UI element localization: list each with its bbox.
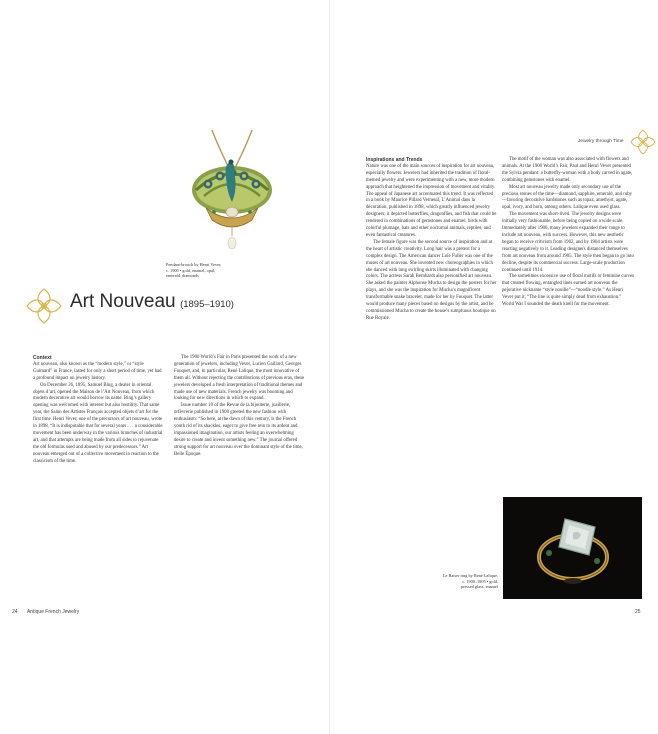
paragraph: The sometimes excessive use of floral motifs or feminine curves that created flowing, entangled lines earned art nouveau the pejorative nickname “style nouille”—“noodle style.” As Henri Vever put it, “The line is quite simply dead from exhaustion.” World War I sounded the death knell for the movement. [502, 274, 634, 308]
pendant-caption [166, 262, 261, 279]
paragraph: Issue number 10 of the Revue de la bijouterie, joaillerie, orfèvrerie published in 1900 greeted the new fashion with enthusiasm: “So here, at the dawn of this century, is the French youth rid of its shackles, eager to give free rein to its ardent and impassioned imagination, our artists feeling an overwhelming desire to create and invent something new.” The journal offered strong support for art nouveau over the dominant style of the time, Belle Époque. [174, 403, 303, 457]
section-heading: Inspirations and Trends [366, 157, 423, 163]
left-column-2 [174, 355, 305, 459]
chapter-title-text: Art Nouveau [70, 291, 176, 312]
caption-line: Le Baiser ring by René Lalique, [442, 573, 498, 578]
paragraph: Art nouveau, also known as the “modern style,” or “style Guimard” in France, lasted for only a short period of time, yet had a profound impact on jewelry history. [33, 361, 162, 381]
page-number: 24 [12, 609, 18, 615]
caption-line: Pendant-brooch by Henri Vever, [166, 262, 222, 267]
caption-line: c. 1900–1905 • gold, [462, 578, 498, 584]
caption-line: pressed glass, enamel [460, 584, 498, 590]
right-column-2 [502, 157, 634, 309]
paragraph: On December 26, 1895, Samuel Bing, a dealer in oriental objets d’art, opened the Maison de l’Art Nouveau, from which modern decorative art would borrow its name. Bing’s gallery opening was welcomed with interest but also hostility. That same year, the Salon des Artistes Français accepted objets d’art for the first time. Henri Vever, one of the precursors of art nouveau, wrote in 1898, “It is indisputable that for several years . . . a considerable movement has been underway in the various branches of industrial art, and that attempts are being made from all sides to rejuvenate the old formulas used and abused by our predecessors.” Art nouveau emerged out of a collective movement in reaction to the classicism of the time. [33, 382, 163, 464]
right-running-title: Jewelry through Time [578, 139, 624, 144]
chapter-dates: (1895–1910) [180, 299, 234, 310]
paragraph: Most art nouveau jewelry made only secondary use of the precious stones of the time—diamond, sapphire, emerald, and ruby—favoring decorative hardstones such as topaz, amethyst, agate, opal, ivory, and horn, among others. Lalique even used glass. [502, 184, 633, 211]
ring-caption [420, 573, 498, 590]
chapter-title [70, 291, 234, 313]
paragraph: Nature was one of the main sources of inspiration for art nouveau, especially flowers. Jewelers had inherited the tradition of floral-themed jewelry and were experimenting with a new, more modern approach that heightened the impression of movement and vitality. The appeal of Japanese art accentuated this trend. It was reflected in a book by Maurice Pillard Verneuil, L’Animal dans la décoration, published in 1898, which greatly influenced jewelry designers; it depicted butterflies, dragonflies, and fish that could be rendered in combinations of gemstones and enamel, birds with colorful plumage, bats and other nocturnal animals, reptiles, and even fantastical creatures. [366, 163, 497, 238]
section-heading: Context [33, 355, 52, 361]
caption-line: c. 1900 • gold, enamel, opal, [166, 267, 216, 273]
right-folio: 25 [635, 609, 641, 615]
spread-gutter [329, 0, 330, 734]
left-folio [12, 609, 79, 615]
left-column-1 [33, 355, 163, 466]
pendant-brooch-photo [166, 128, 297, 256]
le-baiser-ring-photo [503, 497, 642, 599]
corner-flower-ornament-icon [630, 128, 656, 156]
paragraph: The movement was short-lived. The jewelry designs were initially very fashionable, before being copied on a wide scale. Immediately after 1900, many jewelers expanded their range to include art nouveau, with success. However, this new aesthetic began to receive criticism from 1902, and by 1904 artists were reacting negatively to it. Leading designers distanced themselves from art nouveau from around 1905. The style then began to go into decline, despite its commercial success. Large-scale production continued until 1914. [502, 212, 634, 273]
paragraph: The female figure was the second source of inspiration and at the heart of artistic creativity. Long hair was a pretext for a complex design. The American dancer Loïe Fuller was one of the muses of art nouveau. She invented new choreographies in which she danced with long swirling skirts illuminated with changing colors. The actress Sarah Bernhardt also personified art nouveau. She asked the painter Alphonse Mucha to design the posters for her plays, and she was the inspiration for Mucha’s magnificent transformable snake bracelet, made for her by Fouquet. The latter would produce many pieces based on designs by the artist, and he commissioned Mucha to create the house’s sumptuous boutique on Rue Royale. [366, 239, 497, 321]
paragraph: The 1900 World’s Fair in Paris presented the work of a new generation of jewelers, including Vever, Lucien Gaillard, Georges Fouquet, and, in particular, René Lalique, the most innovative of them all. Without rejecting the contributions of previous eras, these jewelers developed a fresh interpretation of traditional themes and made use of new materials. French jewelry was booming and looking for new directions in which to expand. [174, 355, 305, 402]
running-title: Antique French Jewelry [26, 609, 80, 615]
caption-line: emerald, diamonds [166, 273, 199, 279]
art-nouveau-flower-ornament-icon [24, 285, 64, 327]
right-column-1 [366, 157, 497, 323]
paragraph: The motif of the woman was also associated with flowers and animals. At the 1900 World’s Fair, Paul and Henri Vever presented the Sylvia pendant: a butterfly-woman with a body carved in agate, combining gemstones with enamel. [502, 157, 633, 183]
